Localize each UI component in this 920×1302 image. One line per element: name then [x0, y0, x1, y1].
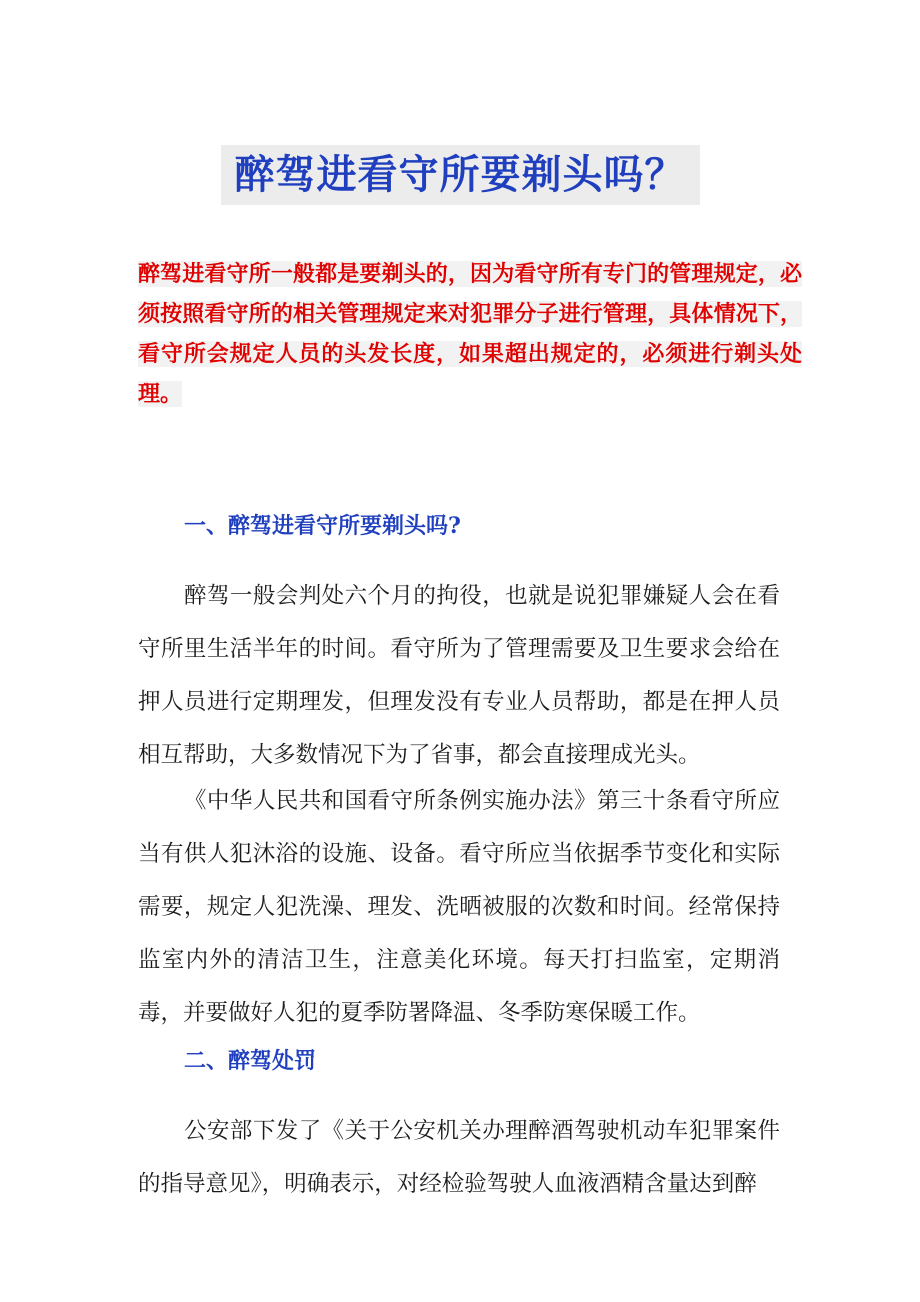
section-heading-1: 一、醉驾进看守所要剃头吗? [184, 513, 461, 539]
summary-paragraph [138, 254, 802, 414]
body-paragraph-1: 醉驾一般会判处六个月的拘役，也就是说犯罪嫌疑人会在看守所里生活半年的时间。看守所为了管理需要及卫生要求会给在押人员进行定期理发，但理发没有专业人员帮助，都是在押人员相互帮助，大多数情况下为了省事，都会直接理成光头。 [138, 583, 780, 768]
page-title: 醉驾进看守所要剃头吗？ [221, 145, 700, 205]
title-container [0, 118, 920, 232]
body-paragraph-3: 公安部下发了《关于公安机关办理醉酒驾驶机动车犯罪案件的指导意见》，明确表示，对经检验驾驶人血液酒精含量达到醉 [138, 1118, 780, 1197]
summary-text: 醉驾进看守所一般都是要剃头的，因为看守所有专门的管理规定，必须按照看守所的相关管理规定来对犯罪分子进行管理，具体情况下，看守所会规定人员的头发长度，如果超出规定的，必须进行剃头处理。 [138, 261, 802, 407]
section-heading-2: 二、醉驾处罚 [184, 1048, 317, 1074]
body-paragraph-2: 《中华人民共和国看守所条例实施办法》第三十条看守所应当有供人犯沐浴的设施、设备。看守所应当依据季节变化和实际需要，规定人犯洗澡、理发、洗晒被服的次数和时间。经常保持监室内外的清洁卫生，注意美化环境。每天打扫监室，定期消毒，并要做好人犯的夏季防署降温、冬季防寒保暖工作。 [138, 788, 780, 1026]
